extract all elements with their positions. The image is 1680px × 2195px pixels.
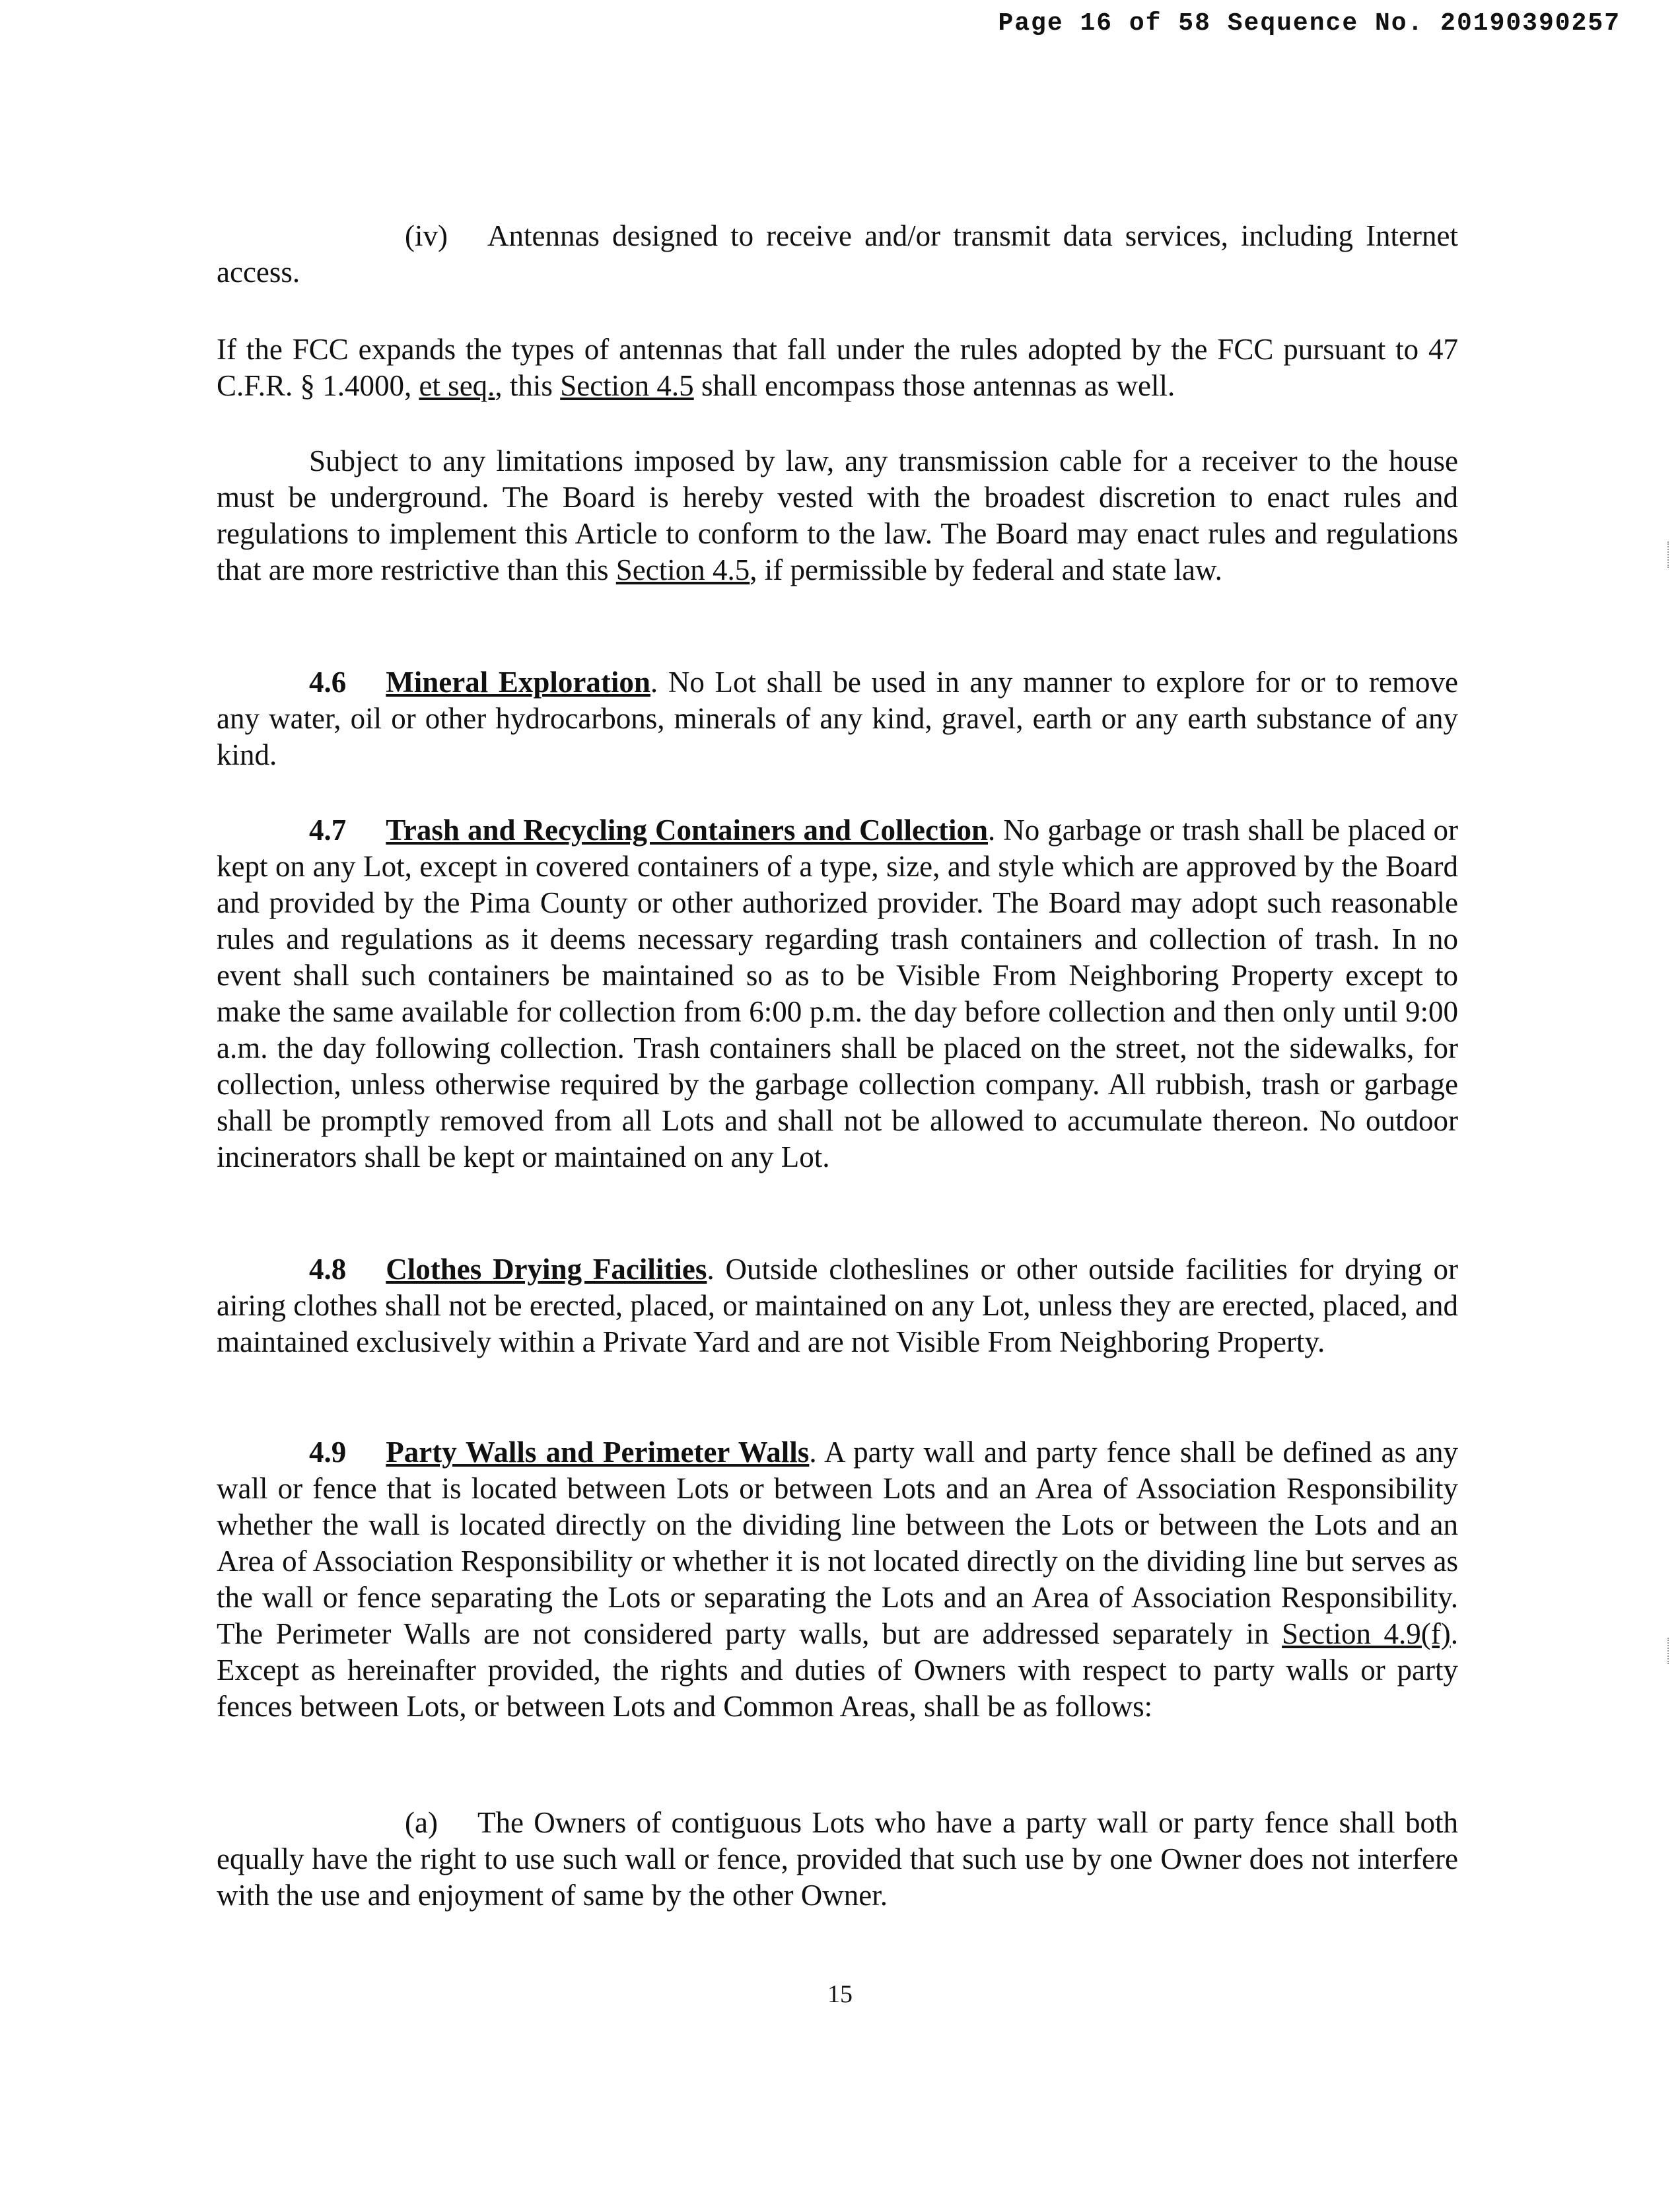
item-text: Antennas designed to receive and/or transmit data services, including Internet access. bbox=[217, 219, 1458, 289]
paragraph-subject bbox=[217, 443, 1458, 588]
section-4-8 bbox=[217, 1251, 1458, 1360]
section-number: 4.7 bbox=[309, 814, 347, 847]
section-heading: Clothes Drying Facilities bbox=[386, 1253, 707, 1286]
scan-artifact bbox=[1667, 541, 1671, 568]
document-body bbox=[217, 218, 1458, 291]
section-reference: Section 4.5 bbox=[560, 369, 694, 402]
section-text: . No garbage or trash shall be placed or kept on any Lot, except in covered containers of a type, size, and style which are approved by the Board and provided by the Pima County or other authorized provider. The Board may adopt such reasonable rules and regulations as it deems necessary regarding trash containers and collection of trash. In no event shall such containers be maintained so as to be Visible From Neighboring Property except to make the same available for collection from 6:00 p.m. the day before collection and then only until 9:00 a.m. the day following collection. Trash containers shall be placed on the street, not the sidewalks, for collection, unless otherwise required by the garbage collection company. All rubbish, trash or garbage shall be promptly removed from all Lots and shall not be allowed to accumulate thereon. No outdoor incinerators shall be kept or maintained on any Lot. bbox=[217, 814, 1458, 1173]
section-number: 4.6 bbox=[309, 666, 347, 699]
scan-artifact bbox=[1667, 1638, 1671, 1664]
page-sequence-header: Page 16 of 58 Sequence No. 20190390257 bbox=[998, 9, 1621, 38]
item-text: The Owners of contiguous Lots who have a party wall or party fence shall both equally have the right to use such wall or fence, provided that such use by one Owner does not interfere with the use and enjoyment of same by the other Owner. bbox=[217, 1806, 1458, 1912]
paragraph-fcc bbox=[217, 331, 1458, 404]
page-number: 15 bbox=[827, 1980, 853, 2008]
section-text: . Except as hereinafter provided, the rights and duties of Owners with respect to party walls or party fences between Lots, or between Lots and Common Areas, shall be as follows: bbox=[217, 1617, 1458, 1723]
section-number: 4.8 bbox=[309, 1253, 347, 1286]
section-reference: Section 4.9(f) bbox=[1282, 1617, 1451, 1650]
paragraph-a bbox=[217, 1805, 1458, 1914]
section-heading: Trash and Recycling Containers and Collection bbox=[386, 814, 988, 847]
item-label: (iv) bbox=[405, 219, 448, 252]
text-run: If the FCC expands the types of antennas that fall under the rules adopted by the FCC pursuant to 47 C.F.R. § 1.4000, bbox=[217, 333, 1458, 402]
text-run: Subject to any limitations imposed by law, any transmission cable for a receiver to the house must be underground. The Board is hereby vested with the broadest discretion to enact rules and regulations to implement this Article to conform to the law. The Board may enact rules and regulations that are more restrictive than this bbox=[217, 444, 1458, 586]
section-text: . No Lot shall be used in any manner to explore for or to remove any water, oil or other hydrocarbons, minerals of any kind, gravel, earth or any earth substance of any kind. bbox=[217, 666, 1458, 771]
section-heading: Party Walls and Perimeter Walls bbox=[386, 1436, 810, 1469]
section-4-9 bbox=[217, 1434, 1458, 1725]
section-heading: Mineral Exploration bbox=[386, 666, 650, 699]
section-reference: Section 4.5 bbox=[615, 553, 750, 586]
text-run: , if permissible by federal and state law. bbox=[750, 553, 1222, 586]
paragraph-iv bbox=[217, 218, 1458, 291]
item-label: (a) bbox=[405, 1806, 438, 1839]
section-4-6 bbox=[217, 664, 1458, 773]
text-run: , this bbox=[495, 369, 561, 402]
section-number: 4.9 bbox=[309, 1436, 347, 1469]
et-seq-citation: et seq. bbox=[419, 369, 495, 402]
section-text: . A party wall and party fence shall be defined as any wall or fence that is located between Lots or between Lots and an Area of Association Responsibility whether the wall is located directly on the dividing line between the Lots or between the Lots and an Area of Association Responsibility or whether it is not located directly on the dividing line but serves as the wall or fence separating the Lots or separating the Lots and an Area of Association Responsibility. The Perimeter Walls are not considered party walls, but are addressed separately in bbox=[217, 1436, 1458, 1650]
section-text: . Outside clotheslines or other outside facilities for drying or airing clothes shall not be erected, placed, or maintained on any Lot, unless they are erected, placed, and maintained exclusively within a Private Yard and are not Visible From Neighboring Property. bbox=[217, 1253, 1458, 1358]
text-run: shall encompass those antennas as well. bbox=[693, 369, 1175, 402]
section-4-7 bbox=[217, 812, 1458, 1175]
